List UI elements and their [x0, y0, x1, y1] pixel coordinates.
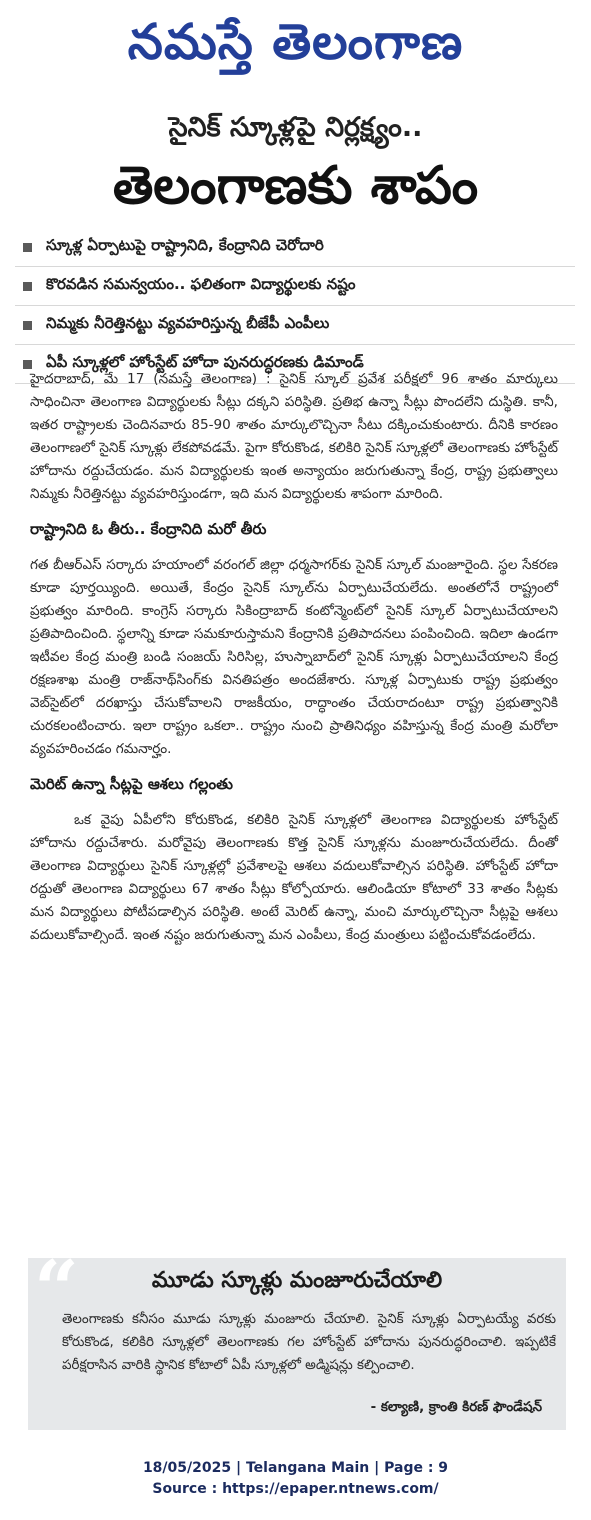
- bullet-list: [15, 228, 575, 384]
- article-paragraph: గత బీఆర్ఎస్ సర్కారు హయాంలో వరంగల్ జిల్లా ధర్మసాగర్‌కు సైనిక్ స్కూల్ మంజూరైంది. స్థల సేకరణ కూడా పూర్తయ్యింది. అయితే, కేంద్రం సైనిక్ స్కూల్‌ను ఏర్పాటుచేయలేదు. అంతలోనే రాష్ట్రంలో ప్రభుత్వం మారింది. కాంగ్రెస్ సర్కారు సికింద్రాబాద్ కంటోన్మెంట్‌లో సైనిక్ స్కూల్ ఏర్పాటుచేయాలని ప్రతిపాదించింది. స్థలాన్ని కూడా సమకూరుస్తామని కేంద్రానికి ప్రతిపాదనలు పంపించింది. ఇదిలా ఉండగా ఇటీవల కేంద్ర మంత్రి బండి సంజయ్ సిరిసిల్ల, హుస్నాబాద్‌లో సైనిక్ స్కూళ్లు ఏర్పాటుచేయాలని కేంద్ర రక్షణశాఖ మంత్రి రాజ్‌నాథ్‌సింగ్‌కు వినతిపత్రం అందజేశారు. స్కూళ్ల ఏర్పాటుకు రాష్ట్ర ప్రభుత్వం వెబ్‌సైట్‌లో దరఖాస్తు చేసుకోవాలని రాజకీయం, రాద్ధాంతం చేయరాదంటూ రాష్ట్ర ప్రభుత్వానికి చురకలంటించారు. ఇలా రాష్ట్రం ఒకలా.. రాష్ట్రం నుంచి ప్రాతినిధ్యం వహిస్తున్న కేంద్ర మంత్రి మరోలా వ్యవహరించడం గమనార్హం.: [30, 557, 558, 757]
- article-paragraph: ఒక వైపు ఏపీలోని కోరుకొండ, కలికిరి సైనిక్ స్కూళ్లలో తెలంగాణ విద్యార్థులకు హోంస్టేట్ హోదాను రద్దుచేశారు. మరోవైపు తెలంగాణకు కొత్త సైనిక్ స్కూళ్లను మంజూరుచేయలేదు. దీంతో తెలంగాణ విద్యార్థులు సైనిక్ స్కూళ్లల్లో ప్రవేశాలపై ఆశలు వదులుకోవాల్సిన పరిస్థితి. హోంస్టేట్ హోదా రద్దుతో తెలంగాణ విద్యార్థులు 67 శాతం సీట్లు కోల్పోయారు. ఆలిండియా కోటాలో 33 శాతం సీట్లకు మన విద్యార్థులు పోటీపడాల్సిన పరిస్థితి. అంటే మెరిట్ ఉన్నా, మంచి మార్కులొచ్చినా సీట్లపై ఆశలు వదులుకోవాల్సిందే. ఇంత నష్టం జరుగుతున్నా మన ఎంపీలు, కేంద్ర మంత్రులు పట్టించుకోవడంలేదు.: [30, 812, 558, 943]
- bullet-text: కొరవడిన సమన్వయం.. ఫలితంగా విద్యార్థులకు నష్టం: [46, 275, 356, 293]
- square-bullet-icon: [23, 243, 32, 252]
- article-body: [30, 368, 558, 947]
- article-intro: హైదరాబాద్, మే 17 (నమస్తే తెలంగాణ) : సైనిక్ స్కూల్ ప్రవేశ పరీక్షలో 96 శాతం మార్కులు సాధించినా తెలంగాణ విద్యార్థులకు సీట్లు దక్కని పరిస్థితి. ప్రతిభ ఉన్నా సీట్లు పొందలేని దుస్థితి. కానీ, ఇతర రాష్ట్రాలకు చెందినవారు 85-90 శాతం మార్కులొచ్చినా సీటు దక్కించుకుంటారు. దీనికి కారణం తెలంగాణలో సైనిక్ స్కూళ్లు లేకపోవడమే. పైగా కోరుకొండ, కలికిరి సైనిక్ స్కూళ్లలో తెలంగాణకు హోంస్టేట్ హోదాను రద్దుచేయడం. మన విద్యార్థులకు ఇంత అన్యాయం జరుగుతున్నా కేంద్ర, రాష్ట్ర ప్రభుత్వాలు నిమ్మకు నీరెత్తినట్టు వ్యవహరిస్తుండగా, ఇది మన విద్యార్థులకు శాపంగా మారింది.: [30, 371, 558, 502]
- page-footer: [0, 1458, 591, 1500]
- subheading: మెరిట్ ఉన్నా సీట్లపై ఆశలు గల్లంతు: [30, 775, 233, 793]
- quote-signature: - కల్యాణి, క్రాంతి కిరణ్ ఫౌండేషన్: [370, 1400, 542, 1415]
- bullet-text: ఏపీ స్కూళ్లలో హోంస్టేట్ హోదా పునరుద్ధరణకు డిమాండ్: [46, 353, 364, 371]
- square-bullet-icon: [23, 321, 32, 330]
- quote-box: [28, 1244, 566, 1430]
- bullet-item: [15, 228, 575, 267]
- quote-title: మూడు స్కూళ్లు మంజూరుచేయాలి: [151, 1268, 443, 1293]
- bullet-text: నిమ్మకు నీరెత్తినట్టు వ్యవహరిస్తున్న బీజేపీ ఎంపీలు: [46, 314, 330, 332]
- subheading: రాష్ట్రానిది ఓ తీరు.. కేంద్రానిది మరో తీరు: [30, 520, 267, 538]
- headline-main: తెలంగాణకు శాపం: [112, 156, 479, 216]
- footer-date-line: 18/05/2025 | Telangana Main | Page : 9: [142, 1460, 449, 1476]
- bullet-item: [15, 267, 575, 306]
- square-bullet-icon: [23, 282, 32, 291]
- quote-mark-icon: “: [34, 1244, 79, 1335]
- bullet-item: [15, 306, 575, 345]
- masthead: [0, 0, 591, 90]
- footer-source-line: Source : https://epaper.ntnews.com/: [152, 1481, 439, 1497]
- headline-kicker: సైనిక్ స్కూళ్లపై నిర్లక్ష్యం..: [168, 112, 423, 143]
- bullet-text: స్కూళ్ల ఏర్పాటుపై రాష్ట్రానిది, కేంద్రానిది చెరోదారి: [46, 236, 324, 254]
- quote-body: తెలంగాణకు కనీసం మూడు స్కూళ్లు మంజూరు చేయాలి. సైనిక్ స్కూళ్లు ఏర్పాటయ్యే వరకు కోరుకొండ, కలికిరి స్కూళ్లలో తెలంగాణకు గల హోంస్టేట్ హోదాను పునరుద్ధరించాలి. ఇప్పటికే పరీక్షరాసిన వారికి స్థానిక కోటాలో ఏపీ స్కూళ్లలో అడ్మిషన్లు కల్పించాలి.: [62, 1312, 556, 1373]
- newspaper-logo: నమస్తే తెలంగాణ: [127, 13, 464, 71]
